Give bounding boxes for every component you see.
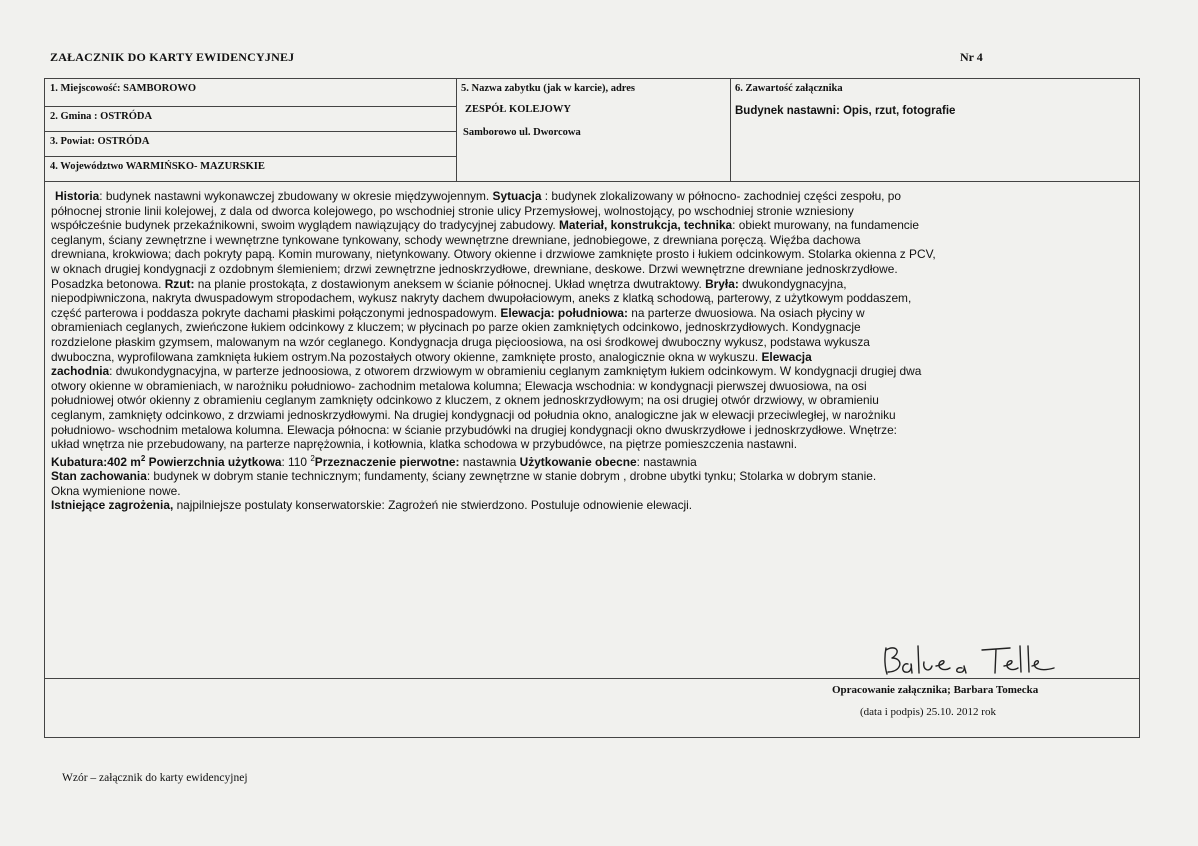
header-bottom-divider — [44, 181, 1140, 182]
desc-line: rozdzielone płaskim gzymsem, malowanym na wzór ceglanego. Kondygnacja druga pięcioosiowa, na osi środkowej dwuboczny wykusz, podstawa wykusza — [51, 334, 870, 349]
field-nazwa-value: ZESPÓŁ KOLEJOWY — [465, 104, 571, 115]
row-divider-2 — [44, 131, 456, 132]
desc-line: współcześnie budynek przekaźnikowni, swoim wyglądem nawiązujący do tradycyjnej zabudowy. Materiał, konstrukcja, technika: obiekt murowany, na fundamencie — [51, 218, 920, 233]
footer-note: Wzór – załącznik do karty ewidencyjnej — [62, 772, 248, 784]
field-gmina: 2. Gmina : OSTRÓDA — [50, 111, 153, 122]
row-divider-3 — [44, 156, 456, 157]
desc-line: niepodpiwniczona, nakryta dwuspadowym stropodachem, wykusz nakryty dachem dwupołaciowym, aneks z klatką schodową, parterowy, z użytkowym poddaszem, — [51, 291, 912, 306]
document-title: ZAŁACZNIK DO KARTY EWIDENCYJNEJ — [50, 50, 295, 64]
desc-line: ceglanym, zamknięty odcinkowo, z drzwiami jednoskrzydłowymi. Na drugiej kondygnacji od południa okno, analogiczne jak w elewacji przeciwległej, w narożniku — [51, 407, 896, 422]
desc-line: Posadzka betonowa. Rzut: na planie prostokąta, z dostawionym aneksem w ścianie północnej. Układ wnętrza dwutraktowy. Bryła: dwukondygnacyjna, — [51, 276, 847, 291]
desc-line: południowej otwór okienny z obramieniu ceglanym zamknięty odcinkowo z kluczem, z oknem jednoskrzydłowym; na osi drugiej otwór drzwiowy, w obramieniu — [51, 393, 879, 408]
desc-line: drewniana, krokwiowa; dach pokryty papą. Komin murowany, nietynkowany. Otwory okienne i drzwiowe zamknięte prosto i łukiem odcinkowym. Stolarka okienna z PCV, — [51, 247, 936, 262]
desc-line: Kubatura:402 $m^2$ Powierzchnia użytkowa: 110 $^2$Przeznaczenie pierwotne: nastawnia Użytkowanie obecne: nastawnia — [51, 453, 697, 469]
desc-line: Okna wymienione nowe. — [51, 483, 181, 498]
desc-line: południowo- wschodnim metalowa kolumna. Elewacja północna: w ścianie przybudówki na drugiej kondygnacji okno dwuskrzydłowe i jednoskrzydłowe. Wnętrze: — [51, 422, 897, 437]
desc-line: północnej stronie linii kolejowej, z dala od dworca kolejowego, po wschodniej stronie ulicy Przemysłowej, wolnostojący, po wschodniej stronie wzniesiony — [51, 203, 854, 218]
desc-line: ceglanym, ściany zewnętrzne i wewnętrzne tynkowane tynkowany, schody wewnętrzne drewniane, jednobiegowe, z drewniana poręczą. Więźba dachowa — [51, 232, 861, 247]
column-divider-1 — [456, 78, 457, 181]
desc-line: dwuboczna, wyprofilowana zamknięta łukiem ostrym.Na pozostałych otwory okienne, zamknięte prosto, analogicznie okna w wykuszu. Elewacja — [51, 349, 812, 364]
field-adres-value: Samborowo ul. Dworcowa — [463, 127, 581, 138]
field-miejscowosc: 1. Miejscowość: SAMBOROWO — [50, 83, 197, 94]
desc-line: otwory okienne w obramieniach, w narożniku południowo- zachodnim metalowa kolumna; Elewacja wschodnia: w kondygnacji pierwszej dwuosiowa, na osi — [51, 378, 867, 393]
handwritten-signature — [878, 640, 1058, 680]
desc-line: w oknach drugiej kondygnacji z ozdobnym ślemieniem; drzwi zewnętrzne jednoskrzydłowe, drewniane, deskowe. Drzwi wewnętrzne drewniane jednoskrzydłowe. — [51, 261, 898, 276]
desc-line: część parterowa i poddasza pokryte dachami płaskimi połączonymi jednospadowym. Elewacja: południowa: na parterze dwuosiowa. Na osiach płyciny w — [51, 305, 865, 320]
desc-line: obramieniach ceglanych, zwieńczone łukiem odcinkowy z kluczem; w płycinach po parze okien zamkniętych odcinkowo, jednoskrzydłowych. Kondygnacje — [51, 320, 861, 335]
row-divider-1 — [44, 106, 456, 107]
column-divider-2 — [730, 78, 731, 181]
attachment-number: Nr 4 — [960, 50, 983, 64]
author-line: Opracowanie załącznika; Barbara Tomecka — [832, 684, 1039, 696]
field-zawartosc-label: 6. Zawartość załącznika — [735, 83, 843, 94]
desc-line: Stan zachowania: budynek w dobrym stanie technicznym; fundamenty, ściany zewnętrzne w stanie dobrym , drobne ubytki tynku; Stolarka w dobrym stanie. — [51, 469, 877, 484]
field-powiat: 3. Powiat: OSTRÓDA — [50, 136, 150, 147]
field-nazwa-label: 5. Nazwa zabytku (jak w karcie), adres — [461, 83, 636, 94]
desc-line: zachodnia: dwukondygnacyjna, w parterze jednoosiowa, z otworem drzwiowym w obramieniu ceglanym zamkniętym łukiem odcinkowym. W kondygnacji drugiej dwa — [51, 364, 922, 379]
desc-line: Historia: budynek nastawni wykonawczej zbudowany w okresie międzywojennym. Sytuacja : budynek zlokalizowany w północno- zachodniej części zespołu, po — [55, 189, 902, 203]
field-wojewodztwo: 4. Województwo WARMIŃSKO- MAZURSKIE — [50, 161, 265, 172]
description-body — [51, 189, 1136, 513]
desc-line: układ wnętrza nie przebudowany, na parterze naprężownia, i kotłownia, klatka schodowa w przybudówce, na piętrze pomieszczenia nastawni. — [51, 437, 797, 452]
date-line: (data i podpis) 25.10. 2012 rok — [860, 706, 996, 718]
desc-line: Istniejące zagrożenia, najpilniejsze postulaty konserwatorskie: Zagrożeń nie stwierdzono. Postuluje odnowienie elewacji. — [51, 498, 693, 513]
field-zawartosc-value: Budynek nastawni: Opis, rzut, fotografie — [735, 105, 956, 117]
